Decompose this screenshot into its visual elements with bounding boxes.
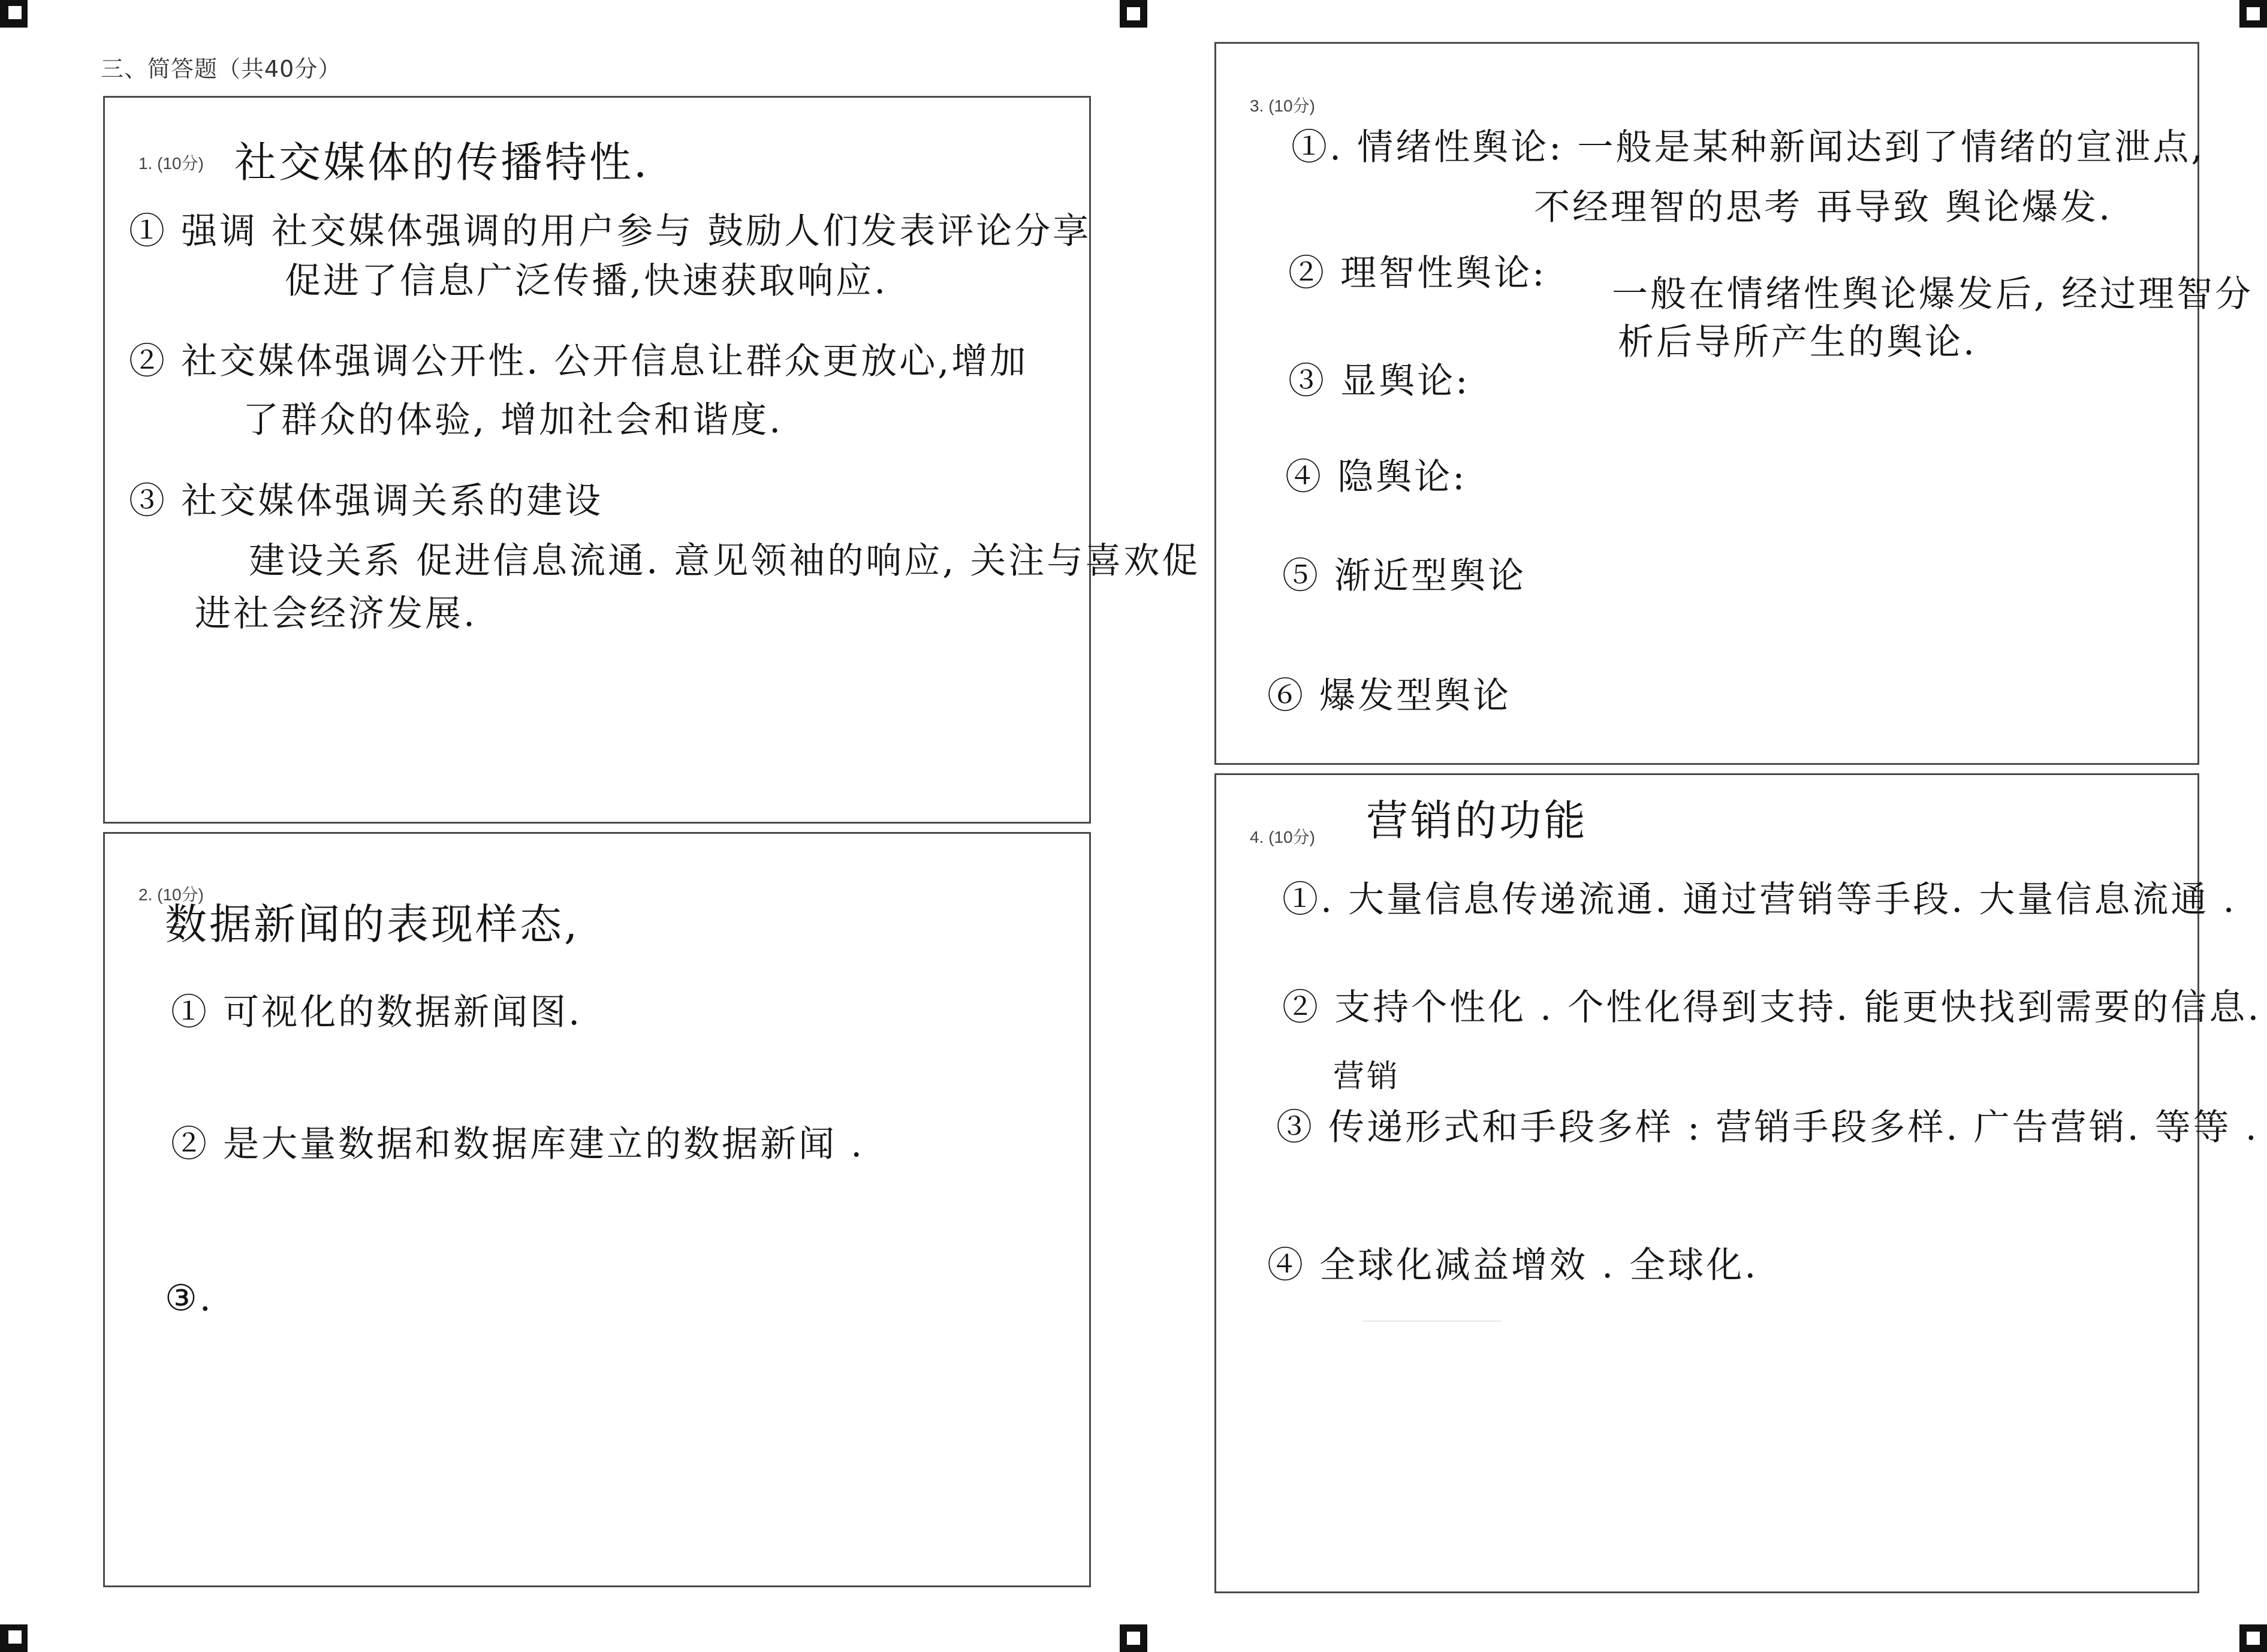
answer-line: ① 可视化的数据新闻图. — [171, 991, 583, 1033]
answer-line: ③ 传递形式和手段多样 : 营销手段多样. 广告营销. 等等 . — [1276, 1107, 2259, 1148]
answer-line: 建设关系 促进信息流通. 意见领袖的响应, 关注与喜欢促 — [249, 540, 1201, 582]
answer-line: ⑤ 渐近型舆论 — [1282, 555, 1527, 597]
answer-annotation: 营销 — [1333, 1059, 1401, 1095]
answer-line: ② 是大量数据和数据库建立的数据新闻 . — [171, 1123, 865, 1165]
answer-line: ④ 全球化减益增效 . 全球化. — [1267, 1244, 1759, 1286]
corner-marker-top-left — [0, 0, 28, 28]
answer-box-q3 — [1214, 42, 2254, 765]
answer-line: ①. 大量信息传递流通. 通过营销等手段. 大量信息流通 . — [1282, 879, 2237, 921]
corner-marker-bottom-left — [0, 1624, 28, 1652]
answer-line: ⑥ 爆发型舆论 — [1267, 675, 1512, 717]
answer-line: ③. — [165, 1277, 213, 1319]
answer-title: 社交媒体的传播特性. — [234, 138, 650, 187]
answer-box-q4 — [1214, 773, 2262, 1593]
answer-line: ③ 社交媒体强调关系的建设 — [129, 480, 604, 522]
answer-title: 营销的功能 — [1366, 796, 1588, 845]
question-number: 2. (10分) — [138, 885, 204, 904]
corner-marker-bottom-right — [2239, 1624, 2267, 1652]
answer-line: ② 支持个性化 . 个性化得到支持. 能更快找到需要的信息. — [1282, 987, 2262, 1029]
corner-marker-top-right — [2239, 0, 2267, 28]
answer-line: ② 理智性舆论: — [1288, 252, 1547, 294]
question-number: 4. (10分) — [1250, 828, 1315, 846]
answer-title: 数据新闻的表现样态, — [165, 900, 580, 949]
corner-marker-top-center — [1120, 0, 1147, 28]
answer-line: ④ 隐舆论: — [1285, 456, 1467, 498]
answer-line: 一般在情绪性舆论爆发后, 经过理智分 — [1612, 273, 2254, 315]
answer-line: 促进了信息广泛传播,快速获取响应. — [285, 260, 888, 302]
answer-line: ① 强调 社交媒体强调的用户参与 鼓励人们发表评论分享 — [129, 210, 1092, 252]
question-number: 3. (10分) — [1250, 97, 1315, 115]
answer-line: 了群众的体验, 增加社会和谐度. — [243, 399, 783, 441]
section-title: 三、简答题（共40分） — [101, 56, 342, 82]
answer-line: 析后导所产生的舆论. — [1618, 321, 1977, 363]
answer-line: ② 社交媒体强调公开性. 公开信息让群众更放心,增加 — [129, 340, 1029, 382]
answer-line: ③ 显舆论: — [1288, 360, 1470, 402]
divider — [1363, 1321, 1501, 1322]
answer-box-q1 — [103, 96, 1201, 824]
answer-line: 进社会经济发展. — [195, 593, 478, 635]
corner-marker-bottom-center — [1120, 1624, 1147, 1652]
question-number: 1. (10分) — [138, 154, 204, 173]
answer-box-q2 — [103, 832, 1091, 1587]
answer-line: ①. 情绪性舆论: 一般是某种新闻达到了情绪的宣泄点, — [1291, 126, 2205, 168]
answer-line: 不经理智的思考 再导致 舆论爆发. — [1534, 186, 2113, 228]
